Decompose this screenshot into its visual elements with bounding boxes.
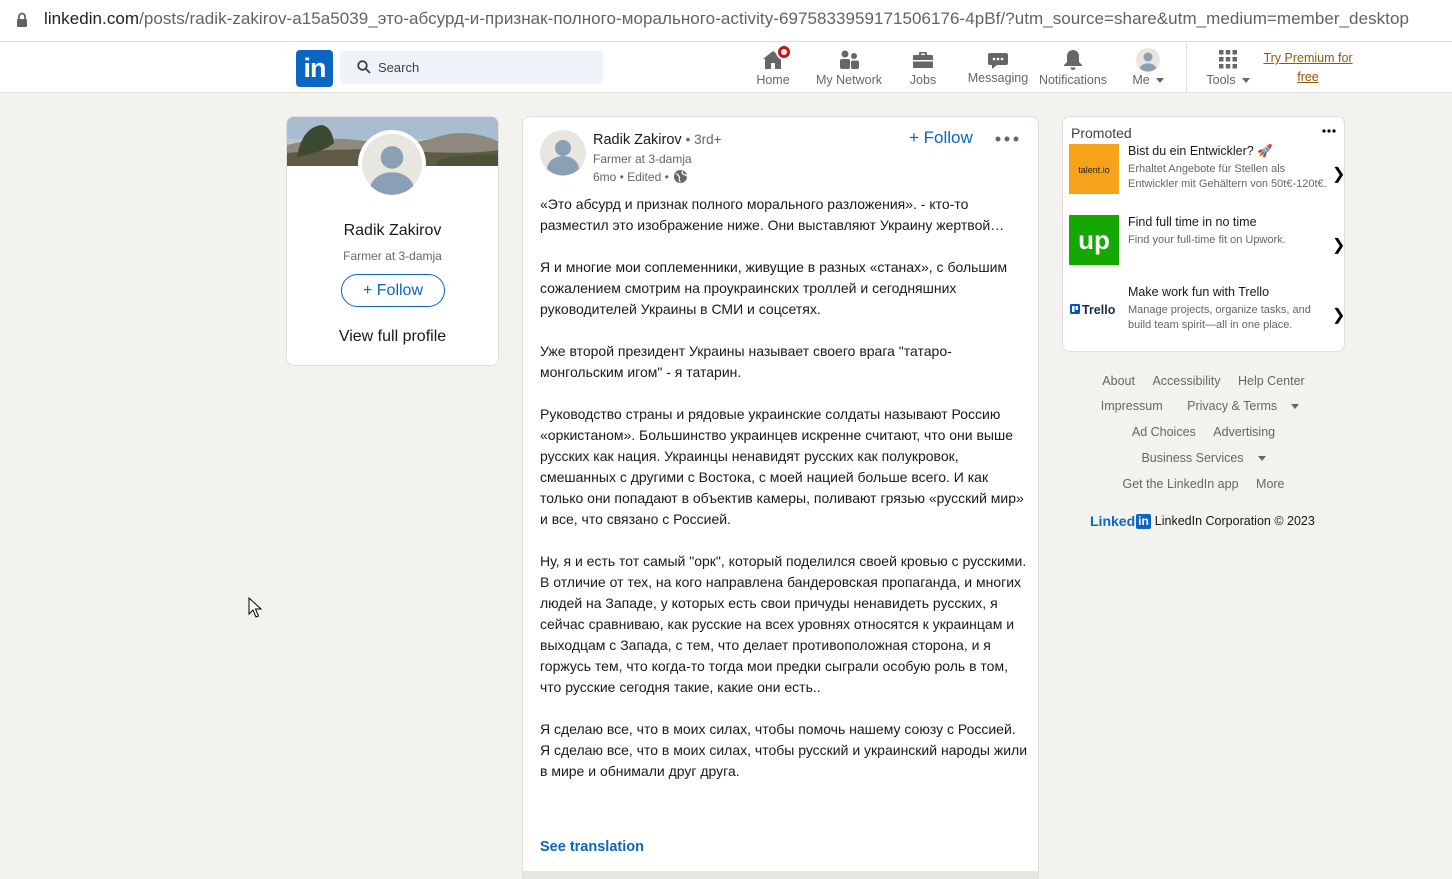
ad-description: Erhaltet Angebote für Stellen als Entwickler mit Gehältern von 50t€-120t€. xyxy=(1128,163,1327,190)
url-text[interactable]: linkedin.com/posts/radik-zakirov-a15a5039_это-абсурд-и-признак-полного-морального-activity-6975833959171506176-4pBf/?utm_source=share&utm_medium=member_desktop xyxy=(44,9,1409,28)
talent-io-logo xyxy=(1069,144,1119,194)
post-image[interactable] xyxy=(523,871,1039,879)
footer-row xyxy=(1062,399,1345,413)
footer-link-advertising[interactable]: Advertising xyxy=(1213,425,1276,439)
nav-notifications-label: Notifications xyxy=(1038,73,1108,87)
ad-title: Make work fun with Trello xyxy=(1128,285,1270,299)
corporation-text: LinkedIn Corporation © 2023 xyxy=(1154,514,1315,528)
upwork-logo xyxy=(1069,215,1119,265)
try-premium-link[interactable] xyxy=(1256,49,1360,87)
footer-row xyxy=(1062,374,1345,388)
see-translation-link[interactable]: See translation xyxy=(540,839,644,855)
chevron-right-icon: ❯ xyxy=(1332,237,1346,254)
ad-item[interactable] xyxy=(1069,285,1346,335)
linkedin-wordmark: Linked xyxy=(1090,513,1136,529)
chevron-down-icon xyxy=(1258,456,1266,461)
ad-title: Bist du ein Entwickler? 🚀 xyxy=(1128,144,1273,158)
nav-notifications[interactable] xyxy=(1031,46,1115,90)
nav-messaging[interactable] xyxy=(956,46,1040,90)
more-options-icon[interactable] xyxy=(993,131,1021,147)
footer-link-about[interactable]: About xyxy=(1102,374,1135,388)
network-icon xyxy=(837,48,861,72)
linkedin-logo[interactable]: in xyxy=(296,50,333,87)
bell-icon xyxy=(1061,48,1085,72)
post-card xyxy=(522,116,1039,879)
post-follow-button[interactable]: + Follow xyxy=(909,128,973,147)
linkedin-wordmark-in: in xyxy=(1138,513,1149,528)
post-time-text: 6mo • Edited • xyxy=(593,169,669,184)
promoted-card xyxy=(1062,116,1345,352)
ad-title: Find full time in no time xyxy=(1128,215,1257,229)
nav-me-text: Me xyxy=(1132,73,1150,87)
premium-line-1: Try Premium for xyxy=(1263,51,1353,65)
ad-description: Find your full-time fit on Upwork. xyxy=(1128,234,1286,246)
follow-button[interactable]: + Follow xyxy=(341,274,445,307)
nav-tools-text: Tools xyxy=(1206,73,1236,87)
post-author-avatar[interactable] xyxy=(540,130,586,176)
chevron-right-icon: ❯ xyxy=(1332,307,1346,324)
view-full-profile-link[interactable]: View full profile xyxy=(338,328,447,345)
browser-address-bar[interactable] xyxy=(0,0,1452,42)
footer-row xyxy=(1062,477,1345,491)
nav-home-label: Home xyxy=(756,73,790,87)
nav-me-label xyxy=(1106,73,1190,87)
ad-item[interactable] xyxy=(1069,144,1346,206)
footer-row xyxy=(1062,451,1345,465)
search-placeholder: Search xyxy=(378,60,420,75)
notification-badge xyxy=(776,44,792,60)
footer-row xyxy=(1062,425,1345,439)
chevron-down-icon xyxy=(1156,78,1164,83)
lock-icon xyxy=(16,12,28,28)
footer-link-ad-choices[interactable]: Ad Choices xyxy=(1131,425,1196,439)
footer-link-more[interactable]: More xyxy=(1256,477,1285,491)
footer-link-business-services-text: Business Services xyxy=(1141,451,1244,465)
search-input[interactable] xyxy=(340,51,603,84)
footer-link-business-services[interactable] xyxy=(1134,451,1272,465)
post-paragraph: Руководство страны и рядовые украинские солдаты называют Россию «оркистаном». Большинство украинцев искренне считают, что они выше русских как нация. Украинцы ненавидят русских как полукровок, смешанных с другими с Востока, с моей нацией больше всего. И как только они попадают в объектив камеры, поливают грязью «русский мир» и все, что связано с Россией. xyxy=(540,406,1024,527)
footer-link-privacy-terms[interactable] xyxy=(1180,399,1306,413)
talent-io-logo-text: talent.io xyxy=(1078,165,1110,175)
footer-link-accessibility[interactable]: Accessibility xyxy=(1152,374,1221,388)
globe-icon xyxy=(673,169,688,184)
profile-name[interactable]: Radik Zakirov xyxy=(343,222,442,239)
profile-headline: Farmer at 3-damja xyxy=(343,249,442,263)
ad-item[interactable] xyxy=(1069,215,1346,265)
post-body xyxy=(540,194,1028,803)
premium-line-2: free xyxy=(1297,70,1319,84)
trello-logo xyxy=(1069,285,1119,335)
connection-degree: • 3rd+ xyxy=(685,132,722,147)
post-author-headline: Farmer at 3-damja xyxy=(593,152,692,166)
nav-my-network-label: My Network xyxy=(816,73,882,87)
nav-jobs-label: Jobs xyxy=(909,73,937,87)
profile-card xyxy=(286,116,499,366)
search-icon xyxy=(357,60,371,74)
post-author-name[interactable]: Radik Zakirov xyxy=(593,132,682,148)
nav-me[interactable] xyxy=(1106,46,1190,90)
promoted-title: Promoted xyxy=(1071,125,1132,141)
footer-corporation xyxy=(1090,513,1315,529)
post-timestamp xyxy=(593,169,688,184)
footer-link-privacy-terms-text: Privacy & Terms xyxy=(1187,399,1278,413)
chevron-down-icon xyxy=(1242,78,1250,83)
more-options-icon[interactable] xyxy=(1321,126,1337,136)
post-paragraph: Я сделаю все, что в моих силах, чтобы помочь нашему союзу с Россией. Я сделаю все, что в моих силах, чтобы русский и украинский народы жили в мире и обнимали друг друга. xyxy=(540,721,1028,779)
footer-link-help-center[interactable]: Help Center xyxy=(1238,374,1305,388)
top-nav xyxy=(0,42,1452,93)
messaging-icon xyxy=(986,48,1010,72)
post-paragraph: Я и многие мои соплеменники, живущие в разных «станах», с большим сожалением смотрим на проукраинских троллей и сегодняшних руководителей Украины в СМИ и соцсетях. xyxy=(540,259,1008,317)
nav-messaging-label: Messaging xyxy=(967,71,1029,85)
grid-icon xyxy=(1216,48,1240,72)
mouse-cursor-icon xyxy=(248,597,262,618)
nav-jobs[interactable] xyxy=(881,46,965,90)
profile-avatar[interactable] xyxy=(358,130,426,198)
footer-link-impressum[interactable]: Impressum xyxy=(1100,399,1163,413)
briefcase-icon xyxy=(911,48,935,72)
post-paragraph: Ну, я и есть тот самый "орк", который поделился своей кровью с русскими. В отличие от тех, на кого направлена бандеровская пропаганда, и многих людей на Западе, у которых есть свои причуды ненавидеть русских, я сейчас сравниваю, как русские на всех уровнях относятся к украинцам и выходцам с Запада, с тем, что делает противоположная сторона, и я горжусь тем, что когда-то тогда мои предки сыграли особую роль в том, что русские сегодня такие, какие они есть.. xyxy=(540,553,1027,695)
ad-description: Manage projects, organize tasks, and build team spirit—all in one place. xyxy=(1128,304,1311,331)
nav-home[interactable] xyxy=(731,46,815,90)
chevron-right-icon: ❯ xyxy=(1332,166,1346,183)
post-author-line xyxy=(593,132,722,148)
post-paragraph: Уже второй президент Украины называет своего врага "татаро-монгольским игом" - я татарин. xyxy=(540,343,952,380)
footer-link-get-app[interactable]: Get the LinkedIn app xyxy=(1122,477,1239,491)
trello-logo-text: Trello xyxy=(1082,303,1116,317)
chevron-down-icon xyxy=(1291,404,1299,409)
post-paragraph: «Это абсурд и признак полного морального разложения». - кто-то разместил это изображение ниже. Они выставляют Украину жертвой… xyxy=(540,196,1005,233)
nav-my-network[interactable] xyxy=(807,46,891,90)
upwork-logo-text: up xyxy=(1078,225,1110,255)
avatar xyxy=(1136,48,1160,72)
